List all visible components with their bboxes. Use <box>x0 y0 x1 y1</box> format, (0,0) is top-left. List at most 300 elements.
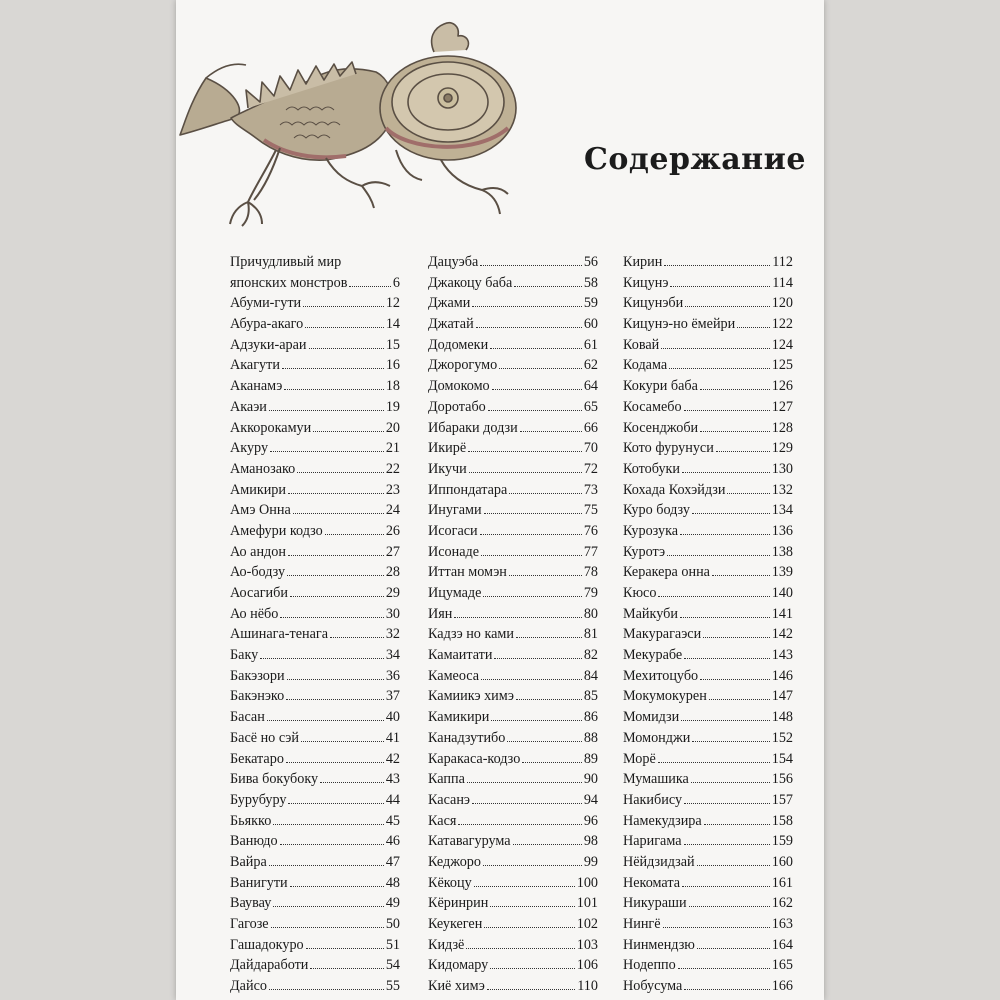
toc-entry <box>230 355 400 376</box>
toc-entry-page: 42 <box>385 750 400 767</box>
toc-entry-title: Вайра <box>230 853 267 870</box>
toc-entry-title: Адзуки-араи <box>230 336 307 353</box>
toc-entry-title: Абура-акаго <box>230 316 304 333</box>
toc-column-3 <box>623 252 793 997</box>
toc-entry-page: 112 <box>772 254 793 270</box>
toc-entry-title: Каппа <box>428 771 465 788</box>
toc-leader-dots <box>269 852 384 866</box>
toc-entry <box>428 728 598 749</box>
toc-leader-dots <box>700 666 770 680</box>
toc-entry <box>623 976 793 997</box>
toc-entry-page: 165 <box>771 957 793 974</box>
toc-entry-title: Накибису <box>623 791 683 808</box>
toc-entry-page: 21 <box>385 440 400 457</box>
toc-leader-dots <box>306 935 384 949</box>
toc-entry-page: 79 <box>583 585 598 601</box>
toc-entry-title: Кадзэ но ками <box>428 626 514 643</box>
toc-leader-dots <box>684 645 769 659</box>
toc-entry-page: 161 <box>771 874 793 891</box>
toc-entry <box>230 955 400 976</box>
toc-entry <box>428 976 598 997</box>
toc-entry <box>230 314 400 335</box>
toc-entry <box>428 252 598 273</box>
toc-entry <box>230 418 400 439</box>
toc-entry-title: Кокури баба <box>623 378 698 395</box>
toc-entry <box>623 376 793 397</box>
toc-entry <box>230 790 400 811</box>
toc-entry <box>623 480 793 501</box>
toc-entry-title: Гагозе <box>230 916 269 932</box>
toc-entry-title: Момидзи <box>623 709 680 726</box>
toc-entry-page: 148 <box>771 709 793 726</box>
toc-entry-page: 6 <box>392 274 400 291</box>
toc-entry-page: 12 <box>385 295 400 312</box>
toc-entry-page: 45 <box>385 812 400 829</box>
toc-entry-page: 46 <box>385 833 400 850</box>
toc-entry-title: Причудливый мир <box>230 254 342 270</box>
toc-entry-page: 70 <box>583 440 598 457</box>
toc-entry <box>230 728 400 749</box>
toc-entry <box>428 893 598 914</box>
toc-entry-title: Кася <box>428 812 457 829</box>
toc-entry-page: 54 <box>385 957 400 974</box>
toc-entry-page: 85 <box>583 688 598 705</box>
toc-leader-dots <box>716 438 770 452</box>
toc-leader-dots <box>727 480 769 494</box>
toc-entry <box>230 811 400 832</box>
toc-entry-title: Джакоцу баба <box>428 274 513 291</box>
toc-entry-title: Икирё <box>428 440 467 457</box>
toc-leader-dots <box>467 769 582 783</box>
toc-entry-page: 55 <box>385 978 400 995</box>
toc-leader-dots <box>280 831 384 845</box>
toc-entry <box>623 790 793 811</box>
toc-entry-page: 36 <box>385 667 400 684</box>
toc-entry-page: 160 <box>771 853 793 870</box>
toc-entry-title: Ашинага-тенага <box>230 626 328 643</box>
toc-entry <box>623 293 793 314</box>
toc-entry-page: 124 <box>771 336 793 353</box>
toc-leader-dots <box>700 418 770 432</box>
toc-entry <box>230 252 400 273</box>
toc-entry-title: Гашадокуро <box>230 936 304 953</box>
toc-entry-title: Акаэи <box>230 398 267 415</box>
toc-entry-page: 34 <box>385 647 400 664</box>
toc-entry-title: Акуру <box>230 440 269 457</box>
toc-entry-title: Некомата <box>623 874 681 891</box>
toc-entry <box>623 604 793 625</box>
toc-entry-page: 110 <box>577 978 598 995</box>
toc-entry <box>623 583 793 604</box>
toc-leader-dots <box>267 707 384 721</box>
toc-leader-dots <box>681 707 769 721</box>
toc-leader-dots <box>509 562 582 576</box>
toc-entry-page: 89 <box>583 750 598 767</box>
toc-entry-title: Камаитати <box>428 647 493 664</box>
toc-entry <box>428 811 598 832</box>
toc-leader-dots <box>458 811 581 825</box>
toc-entry-page: 56 <box>583 254 598 270</box>
toc-leader-dots <box>269 976 384 990</box>
toc-entry-title: Ковай <box>623 336 660 353</box>
toc-entry-title: Мекурабе <box>623 647 683 664</box>
toc-entry <box>428 480 598 501</box>
toc-leader-dots <box>685 293 769 307</box>
toc-leader-dots <box>670 273 770 287</box>
toc-leader-dots <box>469 459 582 473</box>
toc-entry <box>428 873 598 894</box>
toc-entry <box>230 873 400 894</box>
toc-entry-page: 73 <box>583 481 598 498</box>
toc-entry <box>230 293 400 314</box>
toc-entry-page: 157 <box>771 791 793 808</box>
toc-entry-page: 103 <box>576 936 598 953</box>
toc-leader-dots <box>325 521 384 535</box>
toc-entry <box>230 521 400 542</box>
toc-entry-page: 132 <box>771 481 793 498</box>
toc-entry <box>623 707 793 728</box>
toc-entry-page: 15 <box>385 336 400 353</box>
toc-entry-title: Ао андон <box>230 543 286 560</box>
toc-entry <box>428 769 598 790</box>
toc-entry-title: Домокомо <box>428 378 490 395</box>
toc-entry <box>428 583 598 604</box>
toc-entry-page: 72 <box>583 460 598 477</box>
toc-entry <box>428 914 598 935</box>
toc-leader-dots <box>514 273 582 287</box>
toc-entry-title: Камеоса <box>428 667 480 684</box>
toc-leader-dots <box>491 707 581 721</box>
toc-leader-dots <box>689 893 770 907</box>
toc-entry <box>428 831 598 852</box>
toc-leader-dots <box>661 335 769 349</box>
toc-entry-title: Акагути <box>230 357 280 374</box>
toc-leader-dots <box>474 873 575 887</box>
toc-entry-title: Додомеки <box>428 336 489 353</box>
toc-entry <box>623 542 793 563</box>
toc-leader-dots <box>669 355 770 369</box>
toc-entry-page: 106 <box>576 957 598 974</box>
toc-entry-title: Морё <box>623 750 656 767</box>
toc-entry-page: 26 <box>385 522 400 539</box>
page-title: Содержание <box>584 142 806 177</box>
toc-leader-dots <box>663 914 770 928</box>
toc-leader-dots <box>682 873 770 887</box>
toc-entry <box>623 624 793 645</box>
toc-entry <box>623 873 793 894</box>
toc-leader-dots <box>284 376 383 390</box>
toc-entry-title: Нодеппо <box>623 957 676 974</box>
toc-entry-title: Катавагурума <box>428 833 511 850</box>
toc-entry <box>623 831 793 852</box>
toc-entry <box>230 562 400 583</box>
toc-entry-title: Мехитоцубо <box>623 667 699 684</box>
toc-leader-dots <box>709 686 770 700</box>
toc-entry-title: Иян <box>428 605 453 622</box>
toc-entry <box>230 749 400 770</box>
toc-entry <box>230 769 400 790</box>
toc-entry-title: Иттан момэн <box>428 564 507 581</box>
toc-entry <box>230 438 400 459</box>
toc-entry-page: 162 <box>771 895 793 912</box>
toc-entry <box>623 666 793 687</box>
toc-entry-page: 99 <box>583 853 598 870</box>
toc-entry <box>623 686 793 707</box>
toc-leader-dots <box>481 666 582 680</box>
toc-entry <box>428 335 598 356</box>
toc-leader-dots <box>697 935 770 949</box>
toc-leader-dots <box>301 728 384 742</box>
toc-column-1 <box>230 252 400 997</box>
toc-entry <box>623 811 793 832</box>
toc-entry-title: Амикири <box>230 481 286 498</box>
toc-leader-dots <box>684 397 770 411</box>
toc-entry <box>623 893 793 914</box>
toc-entry-page: 76 <box>583 522 598 539</box>
toc-entry <box>230 397 400 418</box>
toc-entry <box>623 397 793 418</box>
toc-entry-page: 129 <box>771 440 793 457</box>
toc-leader-dots <box>704 811 770 825</box>
toc-leader-dots <box>680 604 770 618</box>
toc-entry-page: 77 <box>583 543 598 560</box>
toc-entry <box>428 418 598 439</box>
toc-entry <box>623 914 793 935</box>
toc-entry-title: Ибараки додзи <box>428 419 518 436</box>
toc-entry <box>428 852 598 873</box>
toc-entry-title: Аккорокамуи <box>230 419 312 436</box>
toc-entry-page: 141 <box>771 605 793 622</box>
toc-entry-title: Абуми-гути <box>230 295 302 312</box>
toc-entry <box>428 521 598 542</box>
toc-entry-page: 64 <box>583 378 598 395</box>
toc-entry <box>623 355 793 376</box>
toc-entry-page: 96 <box>583 812 598 829</box>
toc-leader-dots <box>273 811 384 825</box>
toc-entry-title: Киё химэ <box>428 978 485 995</box>
toc-entry-title: Кицунэби <box>623 295 684 312</box>
toc-leader-dots <box>684 976 769 990</box>
toc-entry <box>623 438 793 459</box>
toc-entry-page: 100 <box>576 874 598 891</box>
toc-entry-page: 58 <box>583 274 598 291</box>
toc-entry-title: Курозука <box>623 522 679 539</box>
toc-entry <box>428 666 598 687</box>
toc-entry <box>623 749 793 770</box>
toc-leader-dots <box>305 314 384 328</box>
toc-entry <box>428 707 598 728</box>
toc-entry-title: Баку <box>230 647 259 664</box>
toc-leader-dots <box>287 666 384 680</box>
toc-entry-title: Нингё <box>623 916 661 932</box>
toc-entry-title: Джатай <box>428 316 474 333</box>
toc-entry-title: Кидомару <box>428 957 489 974</box>
toc-entry <box>623 273 793 294</box>
toc-entry <box>428 686 598 707</box>
toc-leader-dots <box>287 562 384 576</box>
toc-entry-title: Бьякко <box>230 812 272 829</box>
toc-entry-title: Камикири <box>428 709 490 726</box>
toc-entry-page: 156 <box>771 771 793 788</box>
toc-entry-page: 128 <box>771 419 793 436</box>
toc-leader-dots <box>466 935 574 949</box>
toc-entry-title: Куротэ <box>623 543 666 560</box>
toc-entry <box>230 976 400 997</box>
toc-entry <box>230 335 400 356</box>
toc-entry-page: 86 <box>583 709 598 726</box>
toc-leader-dots <box>480 521 582 535</box>
toc-leader-dots <box>320 769 384 783</box>
toc-entry-title: Бакэнэко <box>230 688 285 705</box>
toc-leader-dots <box>691 769 770 783</box>
toc-entry-page: 28 <box>385 564 400 581</box>
toc-entry-page: 130 <box>771 460 793 477</box>
toc-entry <box>623 935 793 956</box>
toc-entry-page: 82 <box>583 647 598 664</box>
toc-leader-dots <box>280 604 383 618</box>
toc-entry-page: 154 <box>771 750 793 767</box>
toc-leader-dots <box>490 893 574 907</box>
toc-entry-page: 22 <box>385 460 400 477</box>
toc-leader-dots <box>490 955 574 969</box>
toc-leader-dots <box>494 645 581 659</box>
toc-entry <box>230 542 400 563</box>
toc-entry-title: Кёринрин <box>428 895 489 912</box>
toc-entry-title: Кёкоцу <box>428 874 472 891</box>
toc-entry-title: Амэ Онна <box>230 502 291 519</box>
toc-entry-page: 143 <box>771 647 793 664</box>
toc-entry-title: Джами <box>428 295 471 312</box>
toc-entry-page: 65 <box>583 398 598 415</box>
toc-entry <box>230 831 400 852</box>
toc-leader-dots <box>293 500 384 514</box>
toc-entry-title: Кирин <box>623 254 663 270</box>
toc-leader-dots <box>682 459 770 473</box>
toc-entry-title: Кото фурунуси <box>623 440 714 457</box>
toc-entry-title: Дайсо <box>230 978 267 995</box>
toc-entry <box>623 728 793 749</box>
book-page <box>176 0 824 1000</box>
toc-entry <box>230 583 400 604</box>
toc-entry-title: Кицунэ-но ёмейри <box>623 316 736 333</box>
toc-entry-page: 138 <box>771 543 793 560</box>
toc-entry <box>623 562 793 583</box>
toc-leader-dots <box>484 914 574 928</box>
toc-entry <box>230 686 400 707</box>
toc-entry-page: 140 <box>771 585 793 601</box>
toc-entry-title: Ао-бодзу <box>230 564 286 581</box>
toc-entry-page: 81 <box>583 626 598 643</box>
toc-leader-dots <box>271 914 384 928</box>
toc-entry-title: Кеджоро <box>428 853 481 870</box>
toc-leader-dots <box>309 335 384 349</box>
toc-entry-title: Басан <box>230 709 265 726</box>
toc-entry <box>428 273 598 294</box>
toc-entry-title: Момонджи <box>623 729 691 746</box>
toc-leader-dots <box>692 500 770 514</box>
toc-entry <box>623 418 793 439</box>
toc-entry-title: Инугами <box>428 502 482 519</box>
toc-entry <box>623 314 793 335</box>
toc-entry-page: 120 <box>771 295 793 312</box>
toc-leader-dots <box>703 624 770 638</box>
toc-entry <box>623 955 793 976</box>
toc-entry <box>230 459 400 480</box>
toc-entry <box>428 500 598 521</box>
toc-entry <box>230 376 400 397</box>
toc-leader-dots <box>487 976 575 990</box>
toc-leader-dots <box>288 542 384 556</box>
toc-leader-dots <box>260 645 384 659</box>
toc-entry-page: 84 <box>583 667 598 684</box>
toc-leader-dots <box>286 686 384 700</box>
toc-entry <box>230 273 400 294</box>
toc-leader-dots <box>288 790 383 804</box>
toc-entry-title: Канадзутибо <box>428 729 506 746</box>
toc-entry <box>428 293 598 314</box>
toc-entry-title: Керакера онна <box>623 564 710 581</box>
toc-leader-dots <box>667 542 770 556</box>
toc-leader-dots <box>288 480 384 494</box>
toc-entry-page: 90 <box>583 771 598 788</box>
toc-leader-dots <box>483 852 582 866</box>
toc-leader-dots <box>680 521 770 535</box>
toc-leader-dots <box>269 397 384 411</box>
toc-leader-dots <box>678 955 770 969</box>
toc-entry-page: 159 <box>771 833 793 850</box>
toc-leader-dots <box>700 376 770 390</box>
toc-entry <box>623 252 793 273</box>
toc-entry-title: Бакэзори <box>230 667 285 684</box>
toc-leader-dots <box>286 749 384 763</box>
toc-entry-title: Дайдаработи <box>230 957 309 974</box>
toc-entry-title: Ао нёбо <box>230 605 279 622</box>
toc-entry <box>428 355 598 376</box>
toc-entry-page: 98 <box>583 833 598 850</box>
toc-entry-page: 24 <box>385 502 400 519</box>
toc-entry-title: Бива бокубоку <box>230 771 319 788</box>
toc-leader-dots <box>481 542 582 556</box>
toc-entry <box>230 666 400 687</box>
toc-entry <box>428 645 598 666</box>
toc-entry-page: 164 <box>771 936 793 953</box>
toc-entry <box>428 562 598 583</box>
toc-entry-title: Ванюдо <box>230 833 278 850</box>
toc-leader-dots <box>737 314 769 328</box>
toc-leader-dots <box>282 355 384 369</box>
toc-leader-dots <box>310 955 383 969</box>
toc-entry <box>623 335 793 356</box>
toc-leader-dots <box>509 480 581 494</box>
toc-entry <box>623 645 793 666</box>
toc-leader-dots <box>468 438 582 452</box>
toc-entry-page: 101 <box>576 895 598 912</box>
toc-leader-dots <box>507 728 581 742</box>
toc-entry <box>428 790 598 811</box>
toc-entry-title: Кицунэ <box>623 274 669 291</box>
toc-entry-page: 51 <box>385 936 400 953</box>
toc-entry-page: 147 <box>771 688 793 705</box>
toc-entry-title: Намекудзира <box>623 812 702 829</box>
toc-entry-page: 44 <box>385 791 400 808</box>
toc-entry <box>230 852 400 873</box>
toc-entry-title: Дацуэба <box>428 254 479 270</box>
toc-entry <box>428 314 598 335</box>
toc-entry <box>623 769 793 790</box>
toc-entry-page: 30 <box>385 605 400 622</box>
toc-leader-dots <box>483 583 581 597</box>
toc-entry-page: 125 <box>771 357 793 374</box>
